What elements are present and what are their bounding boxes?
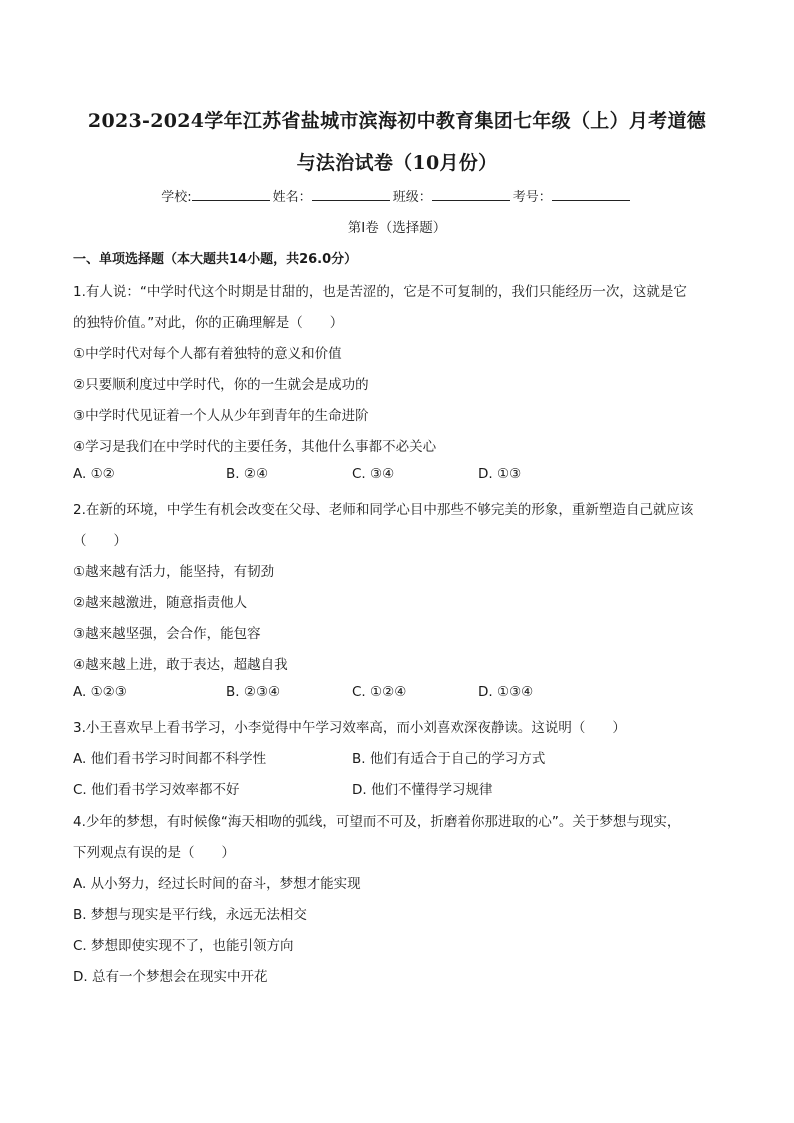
- q1-stem-line2: 的独特价值。”对此，你的正确理解是（ ）: [73, 315, 344, 331]
- q4-option-b[interactable]: B. 梦想与现实是平行线，永远无法相交: [73, 907, 307, 923]
- section-heading: 一、单项选择题（本大题共14小题，共26.0分）: [73, 252, 358, 267]
- q3-option-b[interactable]: B. 他们有适合于自己的学习方式: [352, 751, 546, 767]
- q2-item: ③越来越坚强，会合作，能包容: [73, 626, 261, 642]
- exam-title-line2: 与法治试卷（10月份）: [296, 152, 498, 174]
- q2-item: ①越来越有活力，能坚持，有韧劲: [73, 564, 275, 580]
- q1-option-b[interactable]: B. ②④: [226, 466, 269, 482]
- q1-item: ②只要顺利度过中学时代，你的一生就会是成功的: [73, 377, 369, 393]
- name-blank[interactable]: [312, 188, 390, 201]
- name-label: 姓名：: [272, 190, 312, 205]
- q2-item: ④越来越上进，敢于表达，超越自我: [73, 657, 288, 673]
- q3-option-a[interactable]: A. 他们看书学习时间都不科学性: [73, 751, 267, 767]
- school-label: 学校:: [161, 190, 192, 205]
- q1-item: ①中学时代对每个人都有着独特的意义和价值: [73, 346, 342, 362]
- q2-option-b[interactable]: B. ②③④: [226, 684, 281, 700]
- q4-option-a[interactable]: A. 从小努力，经过长时间的奋斗，梦想才能实现: [73, 876, 361, 892]
- q2-option-d[interactable]: D. ①③④: [478, 684, 534, 700]
- q2-stem-line1: 2.在新的环境，中学生有机会改变在父母、老师和同学心目中那些不够完美的形象，重新塑造自己就应该: [73, 502, 694, 518]
- q2-stem-line2: （ ）: [73, 533, 127, 549]
- exam-number-label: 考号：: [512, 190, 552, 205]
- exam-number-blank[interactable]: [552, 188, 630, 201]
- q1-option-c[interactable]: C. ③④: [352, 466, 395, 482]
- q3-option-c[interactable]: C. 他们看书学习效率都不好: [73, 782, 240, 798]
- q4-option-d[interactable]: D. 总有一个梦想会在现实中开花: [73, 969, 268, 985]
- q4-option-c[interactable]: C. 梦想即使实现不了，也能引领方向: [73, 938, 294, 954]
- exam-title-line1: 2023-2024学年江苏省盐城市滨海初中教育集团七年级（上）月考道德: [87, 110, 707, 132]
- q2-option-a[interactable]: A. ①②③: [73, 684, 127, 700]
- class-label: 班级：: [392, 190, 432, 205]
- student-info-row: [0, 186, 794, 205]
- q2-item: ②越来越激进，随意指责他人: [73, 595, 248, 611]
- q1-item: ③中学时代见证着一个人从少年到青年的生命进阶: [73, 408, 369, 424]
- q1-item: ④学习是我们在中学时代的主要任务，其他什么事都不必关心: [73, 439, 437, 455]
- q4-stem-line2: 下列观点有误的是（ ）: [73, 845, 235, 861]
- q1-option-a[interactable]: A. ①②: [73, 466, 115, 482]
- q2-option-c[interactable]: C. ①②④: [352, 684, 407, 700]
- q3-stem-line1: 3.小王喜欢早上看书学习，小李觉得中午学习效率高，而小刘喜欢深夜静读。这说明（ ）: [73, 720, 626, 736]
- class-blank[interactable]: [432, 188, 510, 201]
- q4-stem-line1: 4.少年的梦想，有时候像“海天相吻的弧线，可望而不可及，折磨着你那进取的心”。关于梦想与现实，: [73, 814, 681, 830]
- school-blank[interactable]: [192, 188, 270, 201]
- q1-stem-line1: 1.有人说：“中学时代这个时期是甘甜的，也是苦涩的，它是不可复制的，我们只能经历一次，这就是它: [73, 284, 687, 300]
- q3-option-d[interactable]: D. 他们不懂得学习规律: [352, 782, 493, 798]
- volume-heading: 第Ⅰ卷（选择题）: [347, 220, 447, 236]
- q1-option-d[interactable]: D. ①③: [478, 466, 522, 482]
